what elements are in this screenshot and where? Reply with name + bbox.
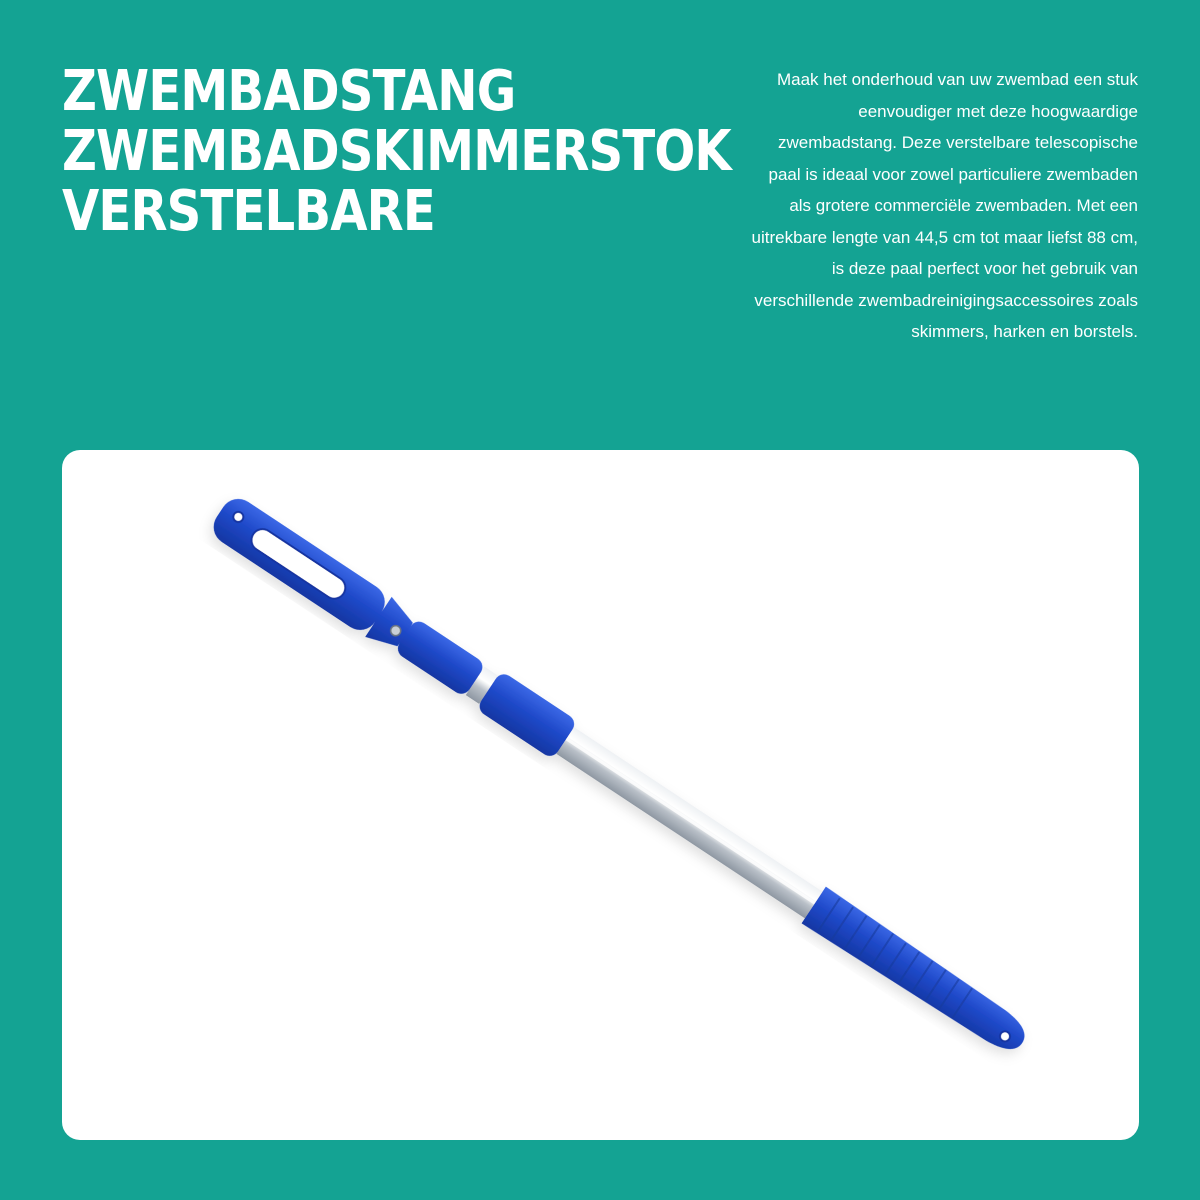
pole-tube — [556, 727, 822, 918]
product-description: Maak het onderhoud van uw zwembad een stuk eenvoudiger met deze hoogwaardige zwembadstang. Deze verstelbare telescopische paal is ideaal voor zowel particuliere zwembaden als grotere commerciële zwembaden. Met een uitrekbare lengte van 44,5 cm tot maar liefst 88 cm, is deze paal perfect voor het gebruik van verschillende zwembadreinigingsaccessoires zoals skimmers, harken en borstels. — [751, 70, 1138, 341]
title-line-3: VERSTELBARE — [62, 179, 435, 244]
product-image-card — [62, 450, 1139, 1140]
title-line-1: ZWEMBADSTANG — [62, 59, 516, 124]
product-title — [62, 59, 731, 244]
title-line-2: ZWEMBADSKIMMERSTOK — [62, 119, 731, 184]
pole-grip — [802, 887, 1035, 1062]
telescopic-pool-pole-icon — [62, 450, 1139, 1140]
pole-collar-1 — [394, 618, 499, 707]
pole-head — [207, 492, 419, 655]
pool-pole — [207, 492, 1036, 1063]
